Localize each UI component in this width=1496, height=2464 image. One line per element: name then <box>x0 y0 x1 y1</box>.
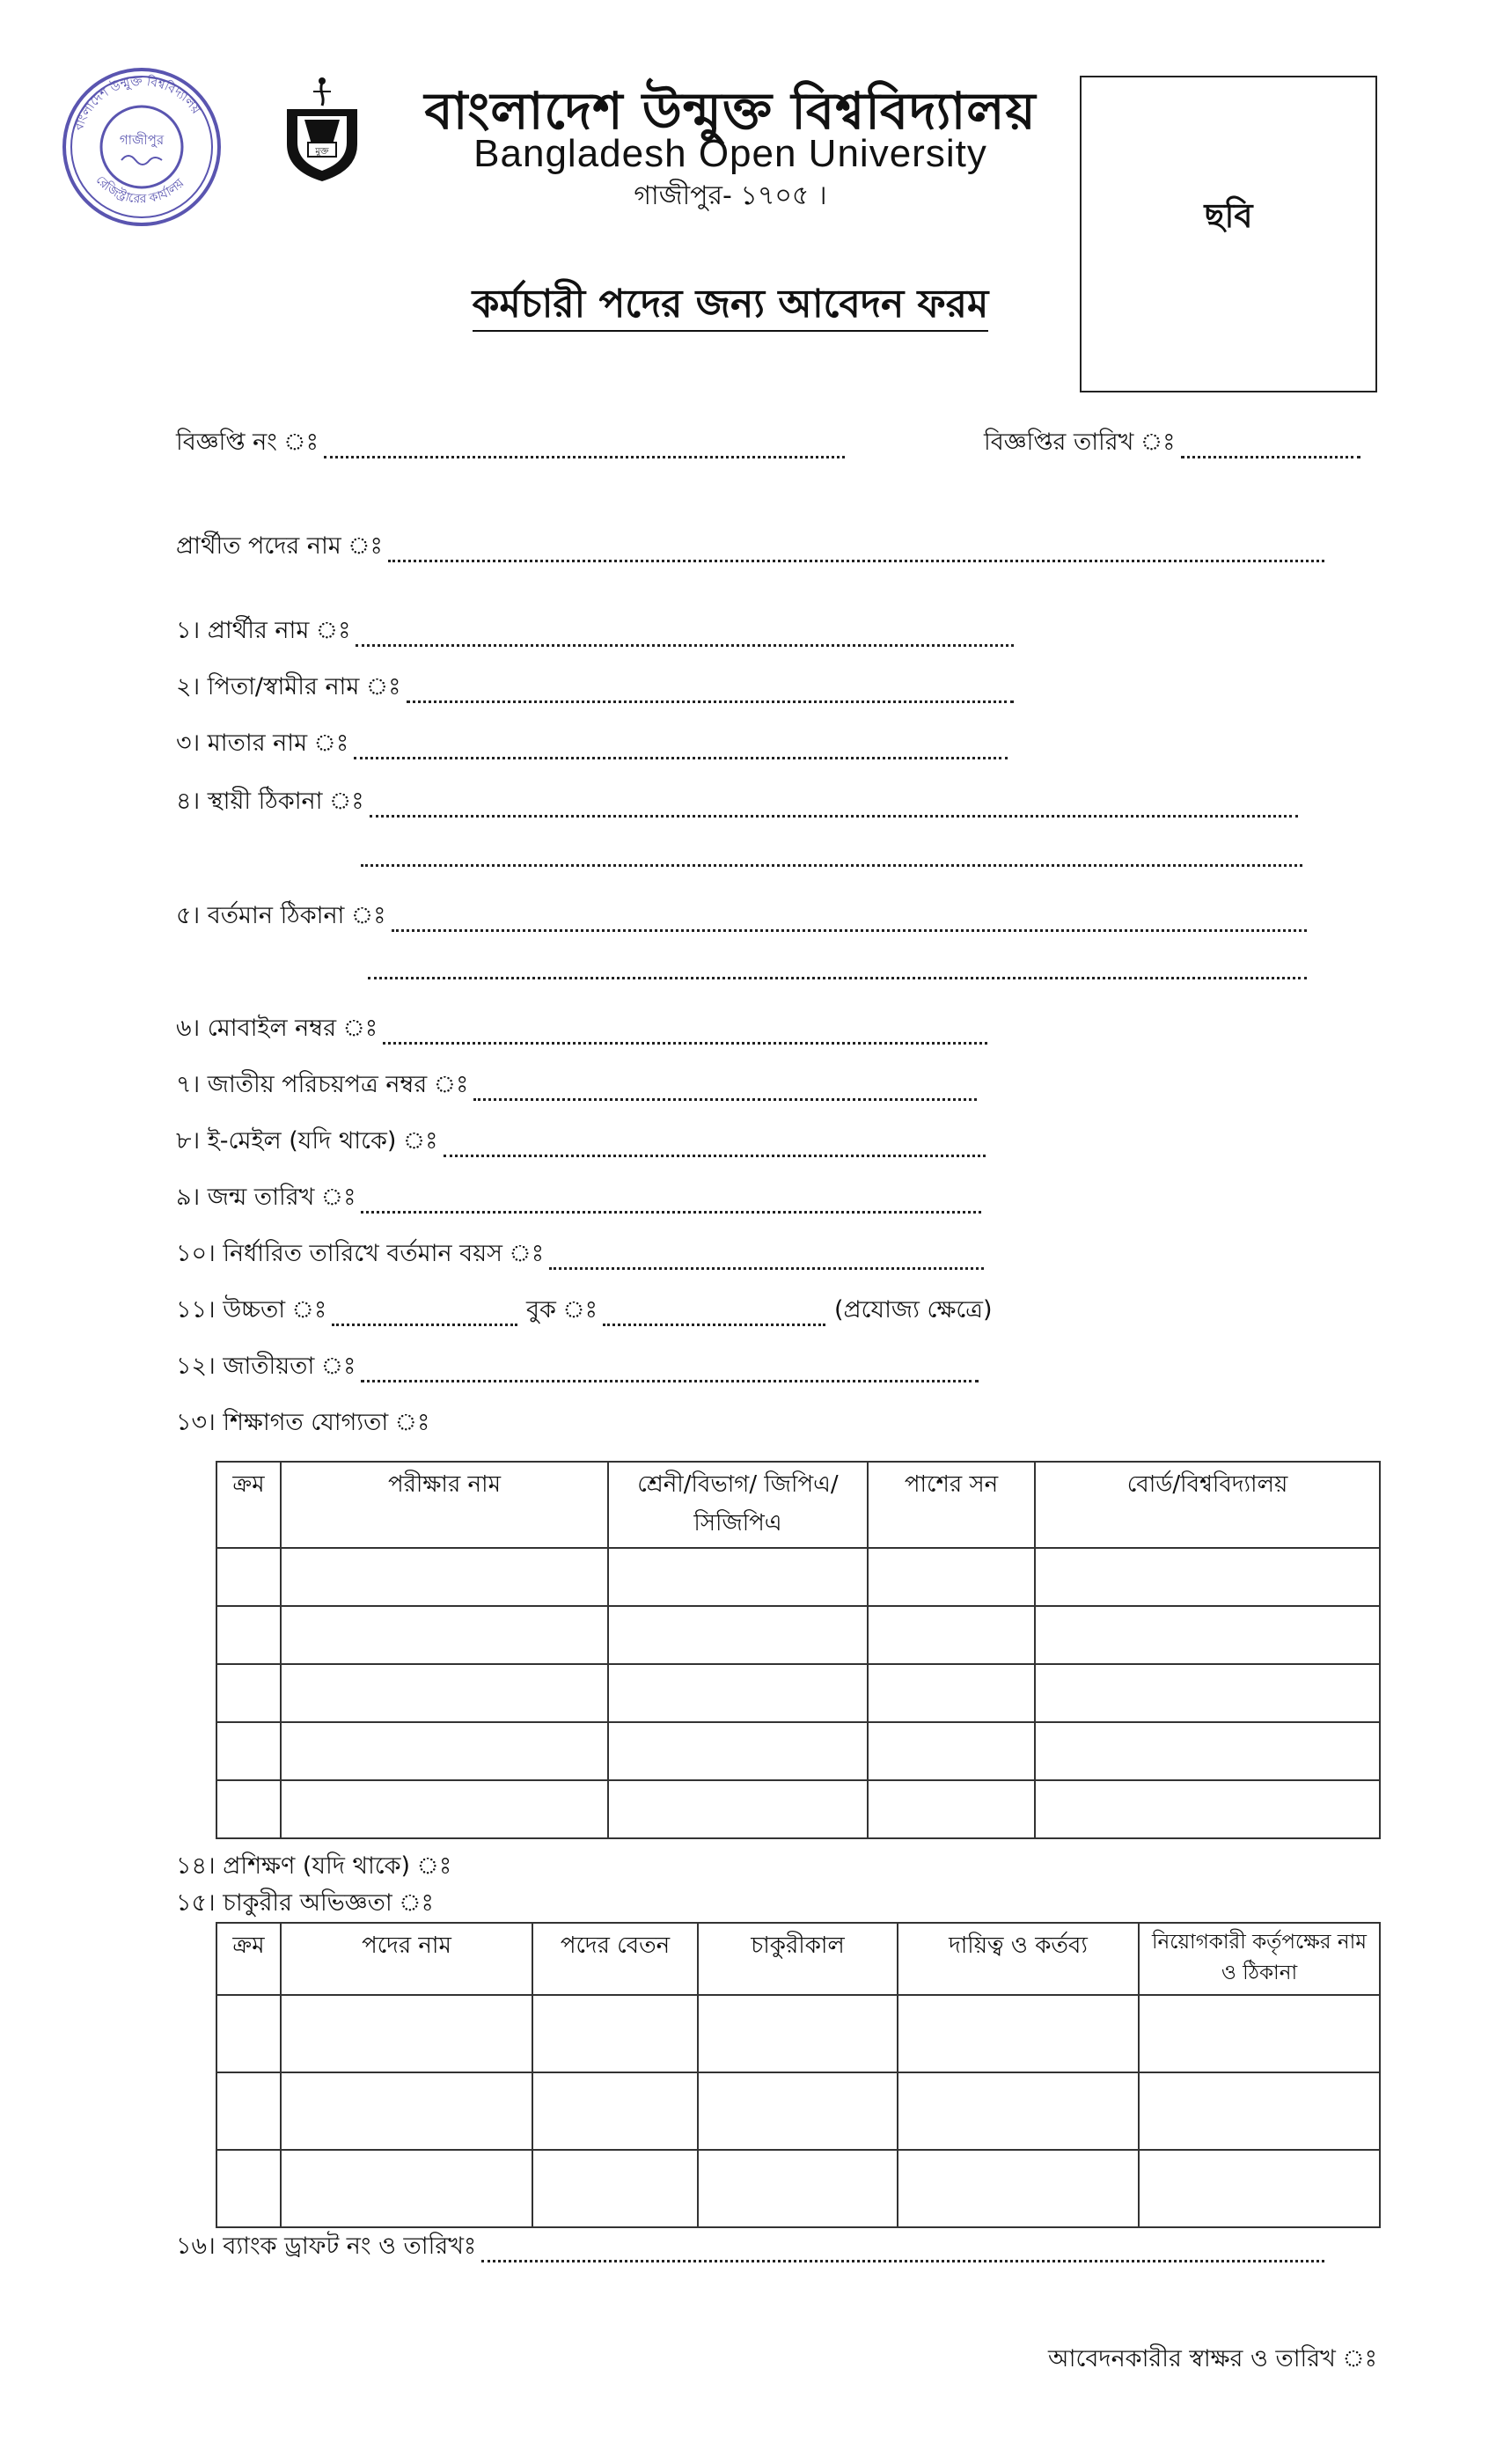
education-table <box>216 1461 1381 1839</box>
col-division-gpa: শ্রেনী/বিভাগ/ জিপিএ/সিজিপিএ <box>608 1462 868 1548</box>
col-serial: ক্রম <box>216 1923 281 1995</box>
circular-number-field[interactable] <box>176 424 845 464</box>
form-title: কর্মচারী পদের জন্য আবেদন ফরম <box>378 275 1082 339</box>
experience-header-row <box>216 1923 1380 1995</box>
table-row <box>216 2072 1380 2150</box>
office-seal-stamp <box>60 65 224 229</box>
table-row <box>216 1548 1380 1606</box>
present-address-line-2[interactable] <box>368 977 1307 979</box>
circular-number-label: বিজ্ঞপ্তি নং ঃ <box>176 429 319 456</box>
photo-box[interactable] <box>1080 76 1377 392</box>
col-employer: নিয়োগকারী কর্তৃপক্ষের নাম ও ঠিকানা <box>1139 1923 1380 1995</box>
email-field[interactable]: ৮। ই-মেইল (যদি থাকে) ঃ <box>176 1123 986 1162</box>
svg-text:রেজিস্ট্রারের কার্যালয়: রেজিস্ট্রারের কার্যালয় <box>92 172 187 207</box>
age-field[interactable]: ১০। নির্ধারিত তারিখে বর্তমান বয়স ঃ <box>176 1236 984 1275</box>
col-service-period: চাকুরীকাল <box>698 1923 898 1995</box>
university-location: গাজীপুর- ১৭০৫ । <box>634 180 827 211</box>
svg-text:গাজীপুর: গাজীপুর <box>119 132 165 148</box>
experience-table <box>216 1922 1381 2228</box>
present-address-field[interactable]: ৫। বর্তমান ঠিকানা ঃ <box>176 898 1307 937</box>
table-row <box>216 1722 1380 1780</box>
post-name-field[interactable] <box>176 528 1324 568</box>
university-name-bangla: বাংলাদেশ উন্মুক্ত বিশ্ববিদ্যালয় <box>424 81 1037 141</box>
table-row <box>216 2150 1380 2227</box>
birth-date-field[interactable]: ৯। জন্ম তারিখ ঃ <box>176 1179 981 1219</box>
mobile-number-field[interactable]: ৬। মোবাইল নম্বর ঃ <box>176 1010 987 1050</box>
height-field[interactable]: ১১। উচ্চতা ঃ <box>176 1292 517 1331</box>
col-duties: দায়িত্ব ও কর্তব্য <box>898 1923 1139 1995</box>
photo-label: ছবি <box>1204 196 1253 235</box>
col-post-name: পদের নাম <box>281 1923 532 1995</box>
father-husband-name-field[interactable]: ২। পিতা/স্বামীর নাম ঃ <box>176 669 1014 708</box>
col-passing-year: পাশের সন <box>868 1462 1035 1548</box>
applicant-signature-label: আবেদনকারীর স্বাক্ষর ও তারিখ ঃ <box>1048 2345 1377 2372</box>
col-exam-name: পরীক্ষার নাম <box>281 1462 608 1548</box>
circular-date-label: বিজ্ঞপ্তির তারিখ ঃ <box>984 429 1176 456</box>
nid-number-field[interactable]: ৭। জাতীয় পরিচয়পত্র নম্বর ঃ <box>176 1067 977 1106</box>
circular-date-field[interactable] <box>984 424 1360 464</box>
applicant-name-field[interactable]: ১। প্রার্থীর নাম ঃ <box>176 612 1014 652</box>
col-salary: পদের বেতন <box>532 1923 698 1995</box>
permanent-address-field[interactable]: ৪। স্থায়ী ঠিকানা ঃ <box>176 783 1298 823</box>
table-row <box>216 1780 1380 1838</box>
university-logo <box>278 74 366 188</box>
chest-field[interactable]: বুক ঃ <box>526 1292 825 1331</box>
education-heading: ১৩। শিক্ষাগত যোগ্যতা ঃ <box>176 1409 430 1436</box>
education-header-row <box>216 1462 1380 1548</box>
bank-draft-field[interactable]: ১৬। ব্যাংক ড্রাফট নং ও তারিখঃ <box>176 2228 1324 2268</box>
table-row <box>216 1606 1380 1664</box>
post-name-label: প্রার্থীত পদের নাম ঃ <box>176 532 383 560</box>
experience-heading: ১৫। চাকুরীর অভিজ্ঞতা ঃ <box>176 1889 434 1917</box>
training-heading: ১৪। প্রশিক্ষণ (যদি থাকে) ঃ <box>176 1852 452 1880</box>
mother-name-field[interactable]: ৩। মাতার নাম ঃ <box>176 725 1008 765</box>
applicable-note: (প্রযোজ্য ক্ষেত্রে) <box>834 1296 993 1324</box>
nationality-field[interactable]: ১২। জাতীয়তা ঃ <box>176 1348 979 1388</box>
col-board-university: বোর্ড/বিশ্ববিদ্যালয় <box>1035 1462 1380 1548</box>
university-name-english: Bangladesh Open University <box>473 132 987 175</box>
table-row <box>216 1664 1380 1722</box>
svg-text:বাংলাদেশ উন্মুক্ত বিশ্ববিদ্যাল: বাংলাদেশ উন্মুক্ত বিশ্ববিদ্যালয় <box>71 74 203 133</box>
table-row <box>216 1995 1380 2072</box>
svg-text:মুক্ত: মুক্ত <box>315 147 329 157</box>
col-serial: ক্রম <box>216 1462 281 1548</box>
permanent-address-line-2[interactable] <box>361 864 1302 867</box>
